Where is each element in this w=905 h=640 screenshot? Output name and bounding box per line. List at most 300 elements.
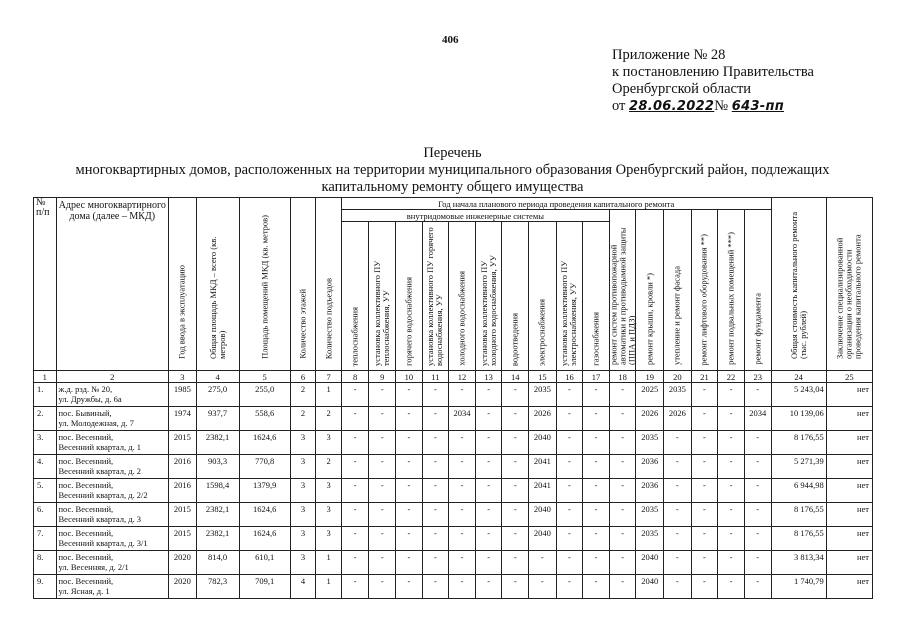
cell-year: 2020 bbox=[169, 551, 197, 575]
cell-c18: - bbox=[609, 551, 636, 575]
column-number: 6 bbox=[290, 371, 316, 383]
cell-c16: - bbox=[556, 527, 583, 551]
column-number: 25 bbox=[826, 371, 872, 383]
cell-ent: 1 bbox=[316, 383, 342, 407]
address-line-2: Весенний квартал, д. 3 bbox=[58, 514, 142, 524]
cell-cost: 10 139,06 bbox=[771, 407, 826, 431]
cell-num: 7. bbox=[34, 527, 57, 551]
cell-address bbox=[56, 407, 169, 431]
column-number: 12 bbox=[449, 371, 476, 383]
cell-prem: 1624,6 bbox=[239, 431, 290, 455]
cell-c16: - bbox=[556, 551, 583, 575]
cell-c9: - bbox=[369, 551, 396, 575]
appendix-line-2: к постановлению Правительства bbox=[612, 64, 814, 80]
cell-c11: - bbox=[422, 431, 449, 455]
address-line-1: пос. Весенний, bbox=[58, 552, 114, 562]
header-fire-systems: ремонт систем противопожарной автоматики и противодымной защиты (ППА и ПДЗ) bbox=[609, 210, 636, 371]
cell-address bbox=[56, 503, 169, 527]
cell-c15: - bbox=[529, 551, 557, 575]
column-number: 7 bbox=[316, 371, 342, 383]
header-electricity: электроснабжения bbox=[529, 222, 557, 371]
column-number: 23 bbox=[744, 371, 771, 383]
cell-year: 1985 bbox=[169, 383, 197, 407]
cell-c17: - bbox=[583, 383, 610, 407]
cell-total: 2382,1 bbox=[196, 431, 239, 455]
cell-c19: 2035 bbox=[636, 503, 664, 527]
page-number: 406 bbox=[442, 34, 459, 46]
cell-c9: - bbox=[369, 383, 396, 407]
cell-c8: - bbox=[341, 407, 369, 431]
cell-c22: - bbox=[718, 431, 745, 455]
cell-c10: - bbox=[396, 455, 423, 479]
cell-c20: - bbox=[664, 575, 692, 599]
cell-c10: - bbox=[396, 503, 423, 527]
cell-c11: - bbox=[422, 527, 449, 551]
header-systems-group: внутридомовые инженерные системы bbox=[341, 210, 609, 222]
cell-year: 1974 bbox=[169, 407, 197, 431]
header-facade: утепление и ремонт фасада bbox=[664, 210, 692, 371]
cell-c15: 2040 bbox=[529, 527, 557, 551]
cell-c23: - bbox=[744, 575, 771, 599]
cell-c21: - bbox=[691, 551, 718, 575]
cell-num: 5. bbox=[34, 479, 57, 503]
cell-c15: 2040 bbox=[529, 431, 557, 455]
cell-c11: - bbox=[422, 407, 449, 431]
appendix-line-1: Приложение № 28 bbox=[612, 47, 726, 63]
cell-concl: нет bbox=[826, 551, 872, 575]
column-number: 1 bbox=[34, 371, 57, 383]
cell-c22: - bbox=[718, 527, 745, 551]
cell-c12: - bbox=[449, 575, 476, 599]
column-number: 5 bbox=[239, 371, 290, 383]
cell-c17: - bbox=[583, 431, 610, 455]
cell-c20: - bbox=[664, 479, 692, 503]
cell-prem: 610,1 bbox=[239, 551, 290, 575]
header-sewerage: водоотведения bbox=[502, 222, 529, 371]
cell-c14: - bbox=[502, 479, 529, 503]
cell-c18: - bbox=[609, 407, 636, 431]
cell-c8: - bbox=[341, 551, 369, 575]
header-elevator: ремонт лифтового оборудования **) bbox=[691, 210, 718, 371]
cell-cost: 6 944,98 bbox=[771, 479, 826, 503]
table-row bbox=[34, 527, 873, 551]
cell-c21: - bbox=[691, 479, 718, 503]
cell-total: 2382,1 bbox=[196, 527, 239, 551]
column-number: 8 bbox=[341, 371, 369, 383]
header-num: № п/п bbox=[34, 198, 57, 371]
cell-total: 814,0 bbox=[196, 551, 239, 575]
cell-ent: 3 bbox=[316, 431, 342, 455]
appendix-from-label: от bbox=[612, 98, 626, 114]
houses-table bbox=[33, 197, 873, 599]
cell-address bbox=[56, 455, 169, 479]
column-number: 20 bbox=[664, 371, 692, 383]
cell-c8: - bbox=[341, 431, 369, 455]
header-total-cost: Общая стоимость капитального ремонта (тыс. рублей) bbox=[771, 198, 826, 371]
cell-floors: 4 bbox=[290, 575, 316, 599]
column-number: 14 bbox=[502, 371, 529, 383]
column-number: 22 bbox=[718, 371, 745, 383]
header-hot-water: горячего водоснабжения bbox=[396, 222, 423, 371]
cell-c14: - bbox=[502, 527, 529, 551]
cell-num: 8. bbox=[34, 551, 57, 575]
header-conclusion: Заключение специализированной организации о необходимости проведения капитального ремонта bbox=[826, 198, 872, 371]
table-row bbox=[34, 551, 873, 575]
cell-num: 2. bbox=[34, 407, 57, 431]
cell-c23: - bbox=[744, 551, 771, 575]
cell-c21: - bbox=[691, 407, 718, 431]
cell-concl: нет bbox=[826, 407, 872, 431]
cell-c21: - bbox=[691, 455, 718, 479]
cell-prem: 255,0 bbox=[239, 383, 290, 407]
header-cold-water-meter: установка коллективного ПУ холодного водоснабжения, УУ bbox=[475, 222, 502, 371]
cell-c19: 2025 bbox=[636, 383, 664, 407]
cell-c22: - bbox=[718, 551, 745, 575]
cell-c20: - bbox=[664, 431, 692, 455]
header-basement: ремонт подвальных помещений ***) bbox=[718, 210, 745, 371]
cell-c8: - bbox=[341, 479, 369, 503]
cell-total: 903,3 bbox=[196, 455, 239, 479]
cell-c14: - bbox=[502, 383, 529, 407]
title-line-2: многоквартирных домов, расположенных на территории муниципального образования Оренбургский район, подлежащих bbox=[75, 162, 830, 178]
address-line-1: пос. Весенний, bbox=[58, 480, 114, 490]
title-line-3: капитальному ремонту общего имущества bbox=[321, 179, 584, 195]
cell-ent: 3 bbox=[316, 479, 342, 503]
column-number: 4 bbox=[196, 371, 239, 383]
cell-c13: - bbox=[475, 551, 502, 575]
cell-c16: - bbox=[556, 503, 583, 527]
cell-c11: - bbox=[422, 479, 449, 503]
title-line-1: Перечень bbox=[423, 145, 482, 161]
header-foundation: ремонт фундамента bbox=[744, 210, 771, 371]
cell-ent: 3 bbox=[316, 503, 342, 527]
cell-c12: - bbox=[449, 527, 476, 551]
cell-c10: - bbox=[396, 479, 423, 503]
appendix-date-line bbox=[612, 98, 814, 115]
cell-c14: - bbox=[502, 551, 529, 575]
cell-cost: 8 176,55 bbox=[771, 431, 826, 455]
cell-c13: - bbox=[475, 407, 502, 431]
cell-c19: 2040 bbox=[636, 551, 664, 575]
table-row bbox=[34, 431, 873, 455]
cell-c19: 2026 bbox=[636, 407, 664, 431]
header-year: Год ввода в эксплуатацию bbox=[169, 198, 197, 371]
address-line-1: пос. Весенний, bbox=[58, 456, 114, 466]
appendix-number: 643-пп bbox=[731, 99, 785, 114]
cell-floors: 3 bbox=[290, 479, 316, 503]
cell-c13: - bbox=[475, 431, 502, 455]
cell-c9: - bbox=[369, 431, 396, 455]
cell-c19: 2035 bbox=[636, 431, 664, 455]
cell-total: 782,3 bbox=[196, 575, 239, 599]
cell-c12: 2034 bbox=[449, 407, 476, 431]
cell-c19: 2040 bbox=[636, 575, 664, 599]
address-line-1: пос. Весенний, bbox=[58, 528, 114, 538]
cell-c18: - bbox=[609, 527, 636, 551]
column-numbers-row bbox=[34, 371, 873, 383]
column-number: 16 bbox=[556, 371, 583, 383]
cell-c15: 2041 bbox=[529, 455, 557, 479]
cell-num: 3. bbox=[34, 431, 57, 455]
column-number: 17 bbox=[583, 371, 610, 383]
cell-c17: - bbox=[583, 551, 610, 575]
cell-c9: - bbox=[369, 407, 396, 431]
cell-c13: - bbox=[475, 455, 502, 479]
cell-address bbox=[56, 527, 169, 551]
cell-total: 2382,1 bbox=[196, 503, 239, 527]
address-line-1: пос. Бывиный, bbox=[58, 408, 112, 418]
cell-c15: 2035 bbox=[529, 383, 557, 407]
address-line-2: Весенний квартал, д. 1 bbox=[58, 442, 142, 452]
cell-c17: - bbox=[583, 479, 610, 503]
header-hot-water-meter: установка коллективного ПУ горячего водоснабжения, УУ bbox=[422, 222, 449, 371]
cell-c14: - bbox=[502, 407, 529, 431]
cell-c8: - bbox=[341, 575, 369, 599]
cell-c8: - bbox=[341, 527, 369, 551]
cell-floors: 2 bbox=[290, 407, 316, 431]
cell-num: 6. bbox=[34, 503, 57, 527]
address-line-2: Весенний квартал, д. 3/1 bbox=[58, 538, 148, 548]
address-line-2: ул. Весенняя, д. 2/1 bbox=[58, 562, 129, 572]
cell-prem: 558,6 bbox=[239, 407, 290, 431]
cell-address bbox=[56, 575, 169, 599]
cell-cost: 1 740,79 bbox=[771, 575, 826, 599]
header-heating: теплоснабжения bbox=[341, 222, 369, 371]
appendix-block bbox=[612, 47, 814, 115]
header-total-area: Общая площадь МКД – всего (кв. метров) bbox=[196, 198, 239, 371]
cell-cost: 8 176,55 bbox=[771, 527, 826, 551]
cell-c9: - bbox=[369, 503, 396, 527]
cell-c16: - bbox=[556, 479, 583, 503]
cell-c10: - bbox=[396, 551, 423, 575]
cell-c11: - bbox=[422, 383, 449, 407]
cell-c9: - bbox=[369, 527, 396, 551]
cell-prem: 770,8 bbox=[239, 455, 290, 479]
address-line-1: пос. Весенний, bbox=[58, 432, 114, 442]
cell-concl: нет bbox=[826, 383, 872, 407]
cell-year: 2016 bbox=[169, 479, 197, 503]
cell-c12: - bbox=[449, 551, 476, 575]
cell-ent: 3 bbox=[316, 527, 342, 551]
cell-c10: - bbox=[396, 407, 423, 431]
cell-c20: - bbox=[664, 551, 692, 575]
cell-c23: - bbox=[744, 455, 771, 479]
cell-c19: 2036 bbox=[636, 455, 664, 479]
column-number: 2 bbox=[56, 371, 169, 383]
cell-ent: 2 bbox=[316, 407, 342, 431]
cell-cost: 8 176,55 bbox=[771, 503, 826, 527]
cell-num: 1. bbox=[34, 383, 57, 407]
table-row bbox=[34, 575, 873, 599]
column-number: 9 bbox=[369, 371, 396, 383]
cell-c14: - bbox=[502, 575, 529, 599]
table-row bbox=[34, 455, 873, 479]
cell-prem: 1379,9 bbox=[239, 479, 290, 503]
cell-year: 2020 bbox=[169, 575, 197, 599]
cell-c16: - bbox=[556, 383, 583, 407]
cell-c9: - bbox=[369, 575, 396, 599]
cell-c16: - bbox=[556, 431, 583, 455]
table-row bbox=[34, 479, 873, 503]
cell-c14: - bbox=[502, 431, 529, 455]
address-line-2: Весенний квартал, д. 2/2 bbox=[58, 490, 148, 500]
cell-c22: - bbox=[718, 479, 745, 503]
cell-c13: - bbox=[475, 383, 502, 407]
cell-c12: - bbox=[449, 455, 476, 479]
header-premises-area: Площадь помещений МКД (кв. метров) bbox=[239, 198, 290, 371]
cell-c15: 2026 bbox=[529, 407, 557, 431]
cell-c12: - bbox=[449, 431, 476, 455]
cell-c10: - bbox=[396, 383, 423, 407]
table-body bbox=[34, 383, 873, 599]
cell-c18: - bbox=[609, 383, 636, 407]
header-heat-meter: установка коллективного ПУ теплоснабжения, УУ bbox=[369, 222, 396, 371]
cell-c8: - bbox=[341, 455, 369, 479]
cell-total: 937,7 bbox=[196, 407, 239, 431]
table-row bbox=[34, 407, 873, 431]
cell-c12: - bbox=[449, 503, 476, 527]
cell-c22: - bbox=[718, 575, 745, 599]
cell-c16: - bbox=[556, 455, 583, 479]
address-line-2: ул. Молодежная, д. 7 bbox=[58, 418, 134, 428]
cell-c11: - bbox=[422, 503, 449, 527]
cell-c9: - bbox=[369, 455, 396, 479]
cell-c23: - bbox=[744, 383, 771, 407]
cell-c23: - bbox=[744, 527, 771, 551]
cell-c19: 2035 bbox=[636, 527, 664, 551]
column-number: 21 bbox=[691, 371, 718, 383]
cell-c21: - bbox=[691, 527, 718, 551]
address-line-2: Весенний квартал, д. 2 bbox=[58, 466, 142, 476]
cell-c11: - bbox=[422, 551, 449, 575]
cell-ent: 1 bbox=[316, 551, 342, 575]
cell-ent: 2 bbox=[316, 455, 342, 479]
cell-c13: - bbox=[475, 503, 502, 527]
cell-c21: - bbox=[691, 575, 718, 599]
cell-address bbox=[56, 431, 169, 455]
cell-concl: нет bbox=[826, 503, 872, 527]
cell-address bbox=[56, 479, 169, 503]
cell-floors: 3 bbox=[290, 527, 316, 551]
cell-c18: - bbox=[609, 575, 636, 599]
cell-floors: 3 bbox=[290, 455, 316, 479]
cell-c17: - bbox=[583, 575, 610, 599]
cell-c10: - bbox=[396, 431, 423, 455]
column-number: 11 bbox=[422, 371, 449, 383]
cell-total: 275,0 bbox=[196, 383, 239, 407]
cell-prem: 709,1 bbox=[239, 575, 290, 599]
cell-floors: 2 bbox=[290, 383, 316, 407]
cell-c18: - bbox=[609, 455, 636, 479]
header-cold-water: холодного водоснабжения bbox=[449, 222, 476, 371]
cell-c19: 2036 bbox=[636, 479, 664, 503]
column-number: 24 bbox=[771, 371, 826, 383]
cell-c20: 2026 bbox=[664, 407, 692, 431]
cell-c8: - bbox=[341, 383, 369, 407]
cell-floors: 3 bbox=[290, 551, 316, 575]
cell-c18: - bbox=[609, 479, 636, 503]
cell-cost: 5 243,04 bbox=[771, 383, 826, 407]
cell-c10: - bbox=[396, 527, 423, 551]
cell-c8: - bbox=[341, 503, 369, 527]
cell-concl: нет bbox=[826, 431, 872, 455]
appendix-line-3: Оренбургской области bbox=[612, 81, 752, 97]
cell-c13: - bbox=[475, 479, 502, 503]
cell-c17: - bbox=[583, 455, 610, 479]
cell-c14: - bbox=[502, 455, 529, 479]
header-address: Адрес многоквартирного дома (далее – МКД) bbox=[56, 198, 169, 371]
appendix-number-label: № bbox=[714, 98, 729, 114]
cell-year: 2015 bbox=[169, 527, 197, 551]
cell-c16: - bbox=[556, 407, 583, 431]
cell-c10: - bbox=[396, 575, 423, 599]
cell-concl: нет bbox=[826, 455, 872, 479]
cell-c13: - bbox=[475, 527, 502, 551]
column-number: 18 bbox=[609, 371, 636, 383]
cell-c16: - bbox=[556, 575, 583, 599]
cell-concl: нет bbox=[826, 479, 872, 503]
header-entrances: Количество подъездов bbox=[316, 198, 342, 371]
cell-c23: - bbox=[744, 479, 771, 503]
header-period-group: Год начала планового периода проведения капитального ремонта bbox=[341, 198, 771, 210]
cell-c17: - bbox=[583, 503, 610, 527]
cell-c22: - bbox=[718, 455, 745, 479]
cell-c23: - bbox=[744, 431, 771, 455]
cell-c9: - bbox=[369, 479, 396, 503]
cell-c20: - bbox=[664, 503, 692, 527]
column-number: 19 bbox=[636, 371, 664, 383]
header-gas: газоснабжения bbox=[583, 222, 610, 371]
cell-c13: - bbox=[475, 575, 502, 599]
address-line-2: ул. Дружбы, д. 6а bbox=[58, 394, 122, 404]
cell-c21: - bbox=[691, 383, 718, 407]
cell-c20: - bbox=[664, 527, 692, 551]
cell-floors: 3 bbox=[290, 503, 316, 527]
cell-c22: - bbox=[718, 407, 745, 431]
cell-c21: - bbox=[691, 431, 718, 455]
cell-total: 1598,4 bbox=[196, 479, 239, 503]
cell-c23: - bbox=[744, 503, 771, 527]
cell-num: 9. bbox=[34, 575, 57, 599]
table-row bbox=[34, 503, 873, 527]
header-floors: Количество этажей bbox=[290, 198, 316, 371]
cell-prem: 1624,6 bbox=[239, 527, 290, 551]
cell-floors: 3 bbox=[290, 431, 316, 455]
cell-ent: 1 bbox=[316, 575, 342, 599]
cell-c20: - bbox=[664, 455, 692, 479]
cell-c11: - bbox=[422, 575, 449, 599]
cell-c22: - bbox=[718, 383, 745, 407]
cell-prem: 1624,6 bbox=[239, 503, 290, 527]
cell-year: 2015 bbox=[169, 503, 197, 527]
cell-c22: - bbox=[718, 503, 745, 527]
cell-c15: 2041 bbox=[529, 479, 557, 503]
cell-year: 2016 bbox=[169, 455, 197, 479]
cell-c20: 2035 bbox=[664, 383, 692, 407]
cell-c17: - bbox=[583, 527, 610, 551]
cell-concl: нет bbox=[826, 575, 872, 599]
cell-address bbox=[56, 551, 169, 575]
cell-c12: - bbox=[449, 479, 476, 503]
column-number: 3 bbox=[169, 371, 197, 383]
cell-c12: - bbox=[449, 383, 476, 407]
document-title bbox=[0, 145, 905, 196]
cell-c17: - bbox=[583, 407, 610, 431]
appendix-date: 28.06.2022 bbox=[629, 99, 715, 114]
cell-c11: - bbox=[422, 455, 449, 479]
column-number: 10 bbox=[396, 371, 423, 383]
cell-c23: 2034 bbox=[744, 407, 771, 431]
